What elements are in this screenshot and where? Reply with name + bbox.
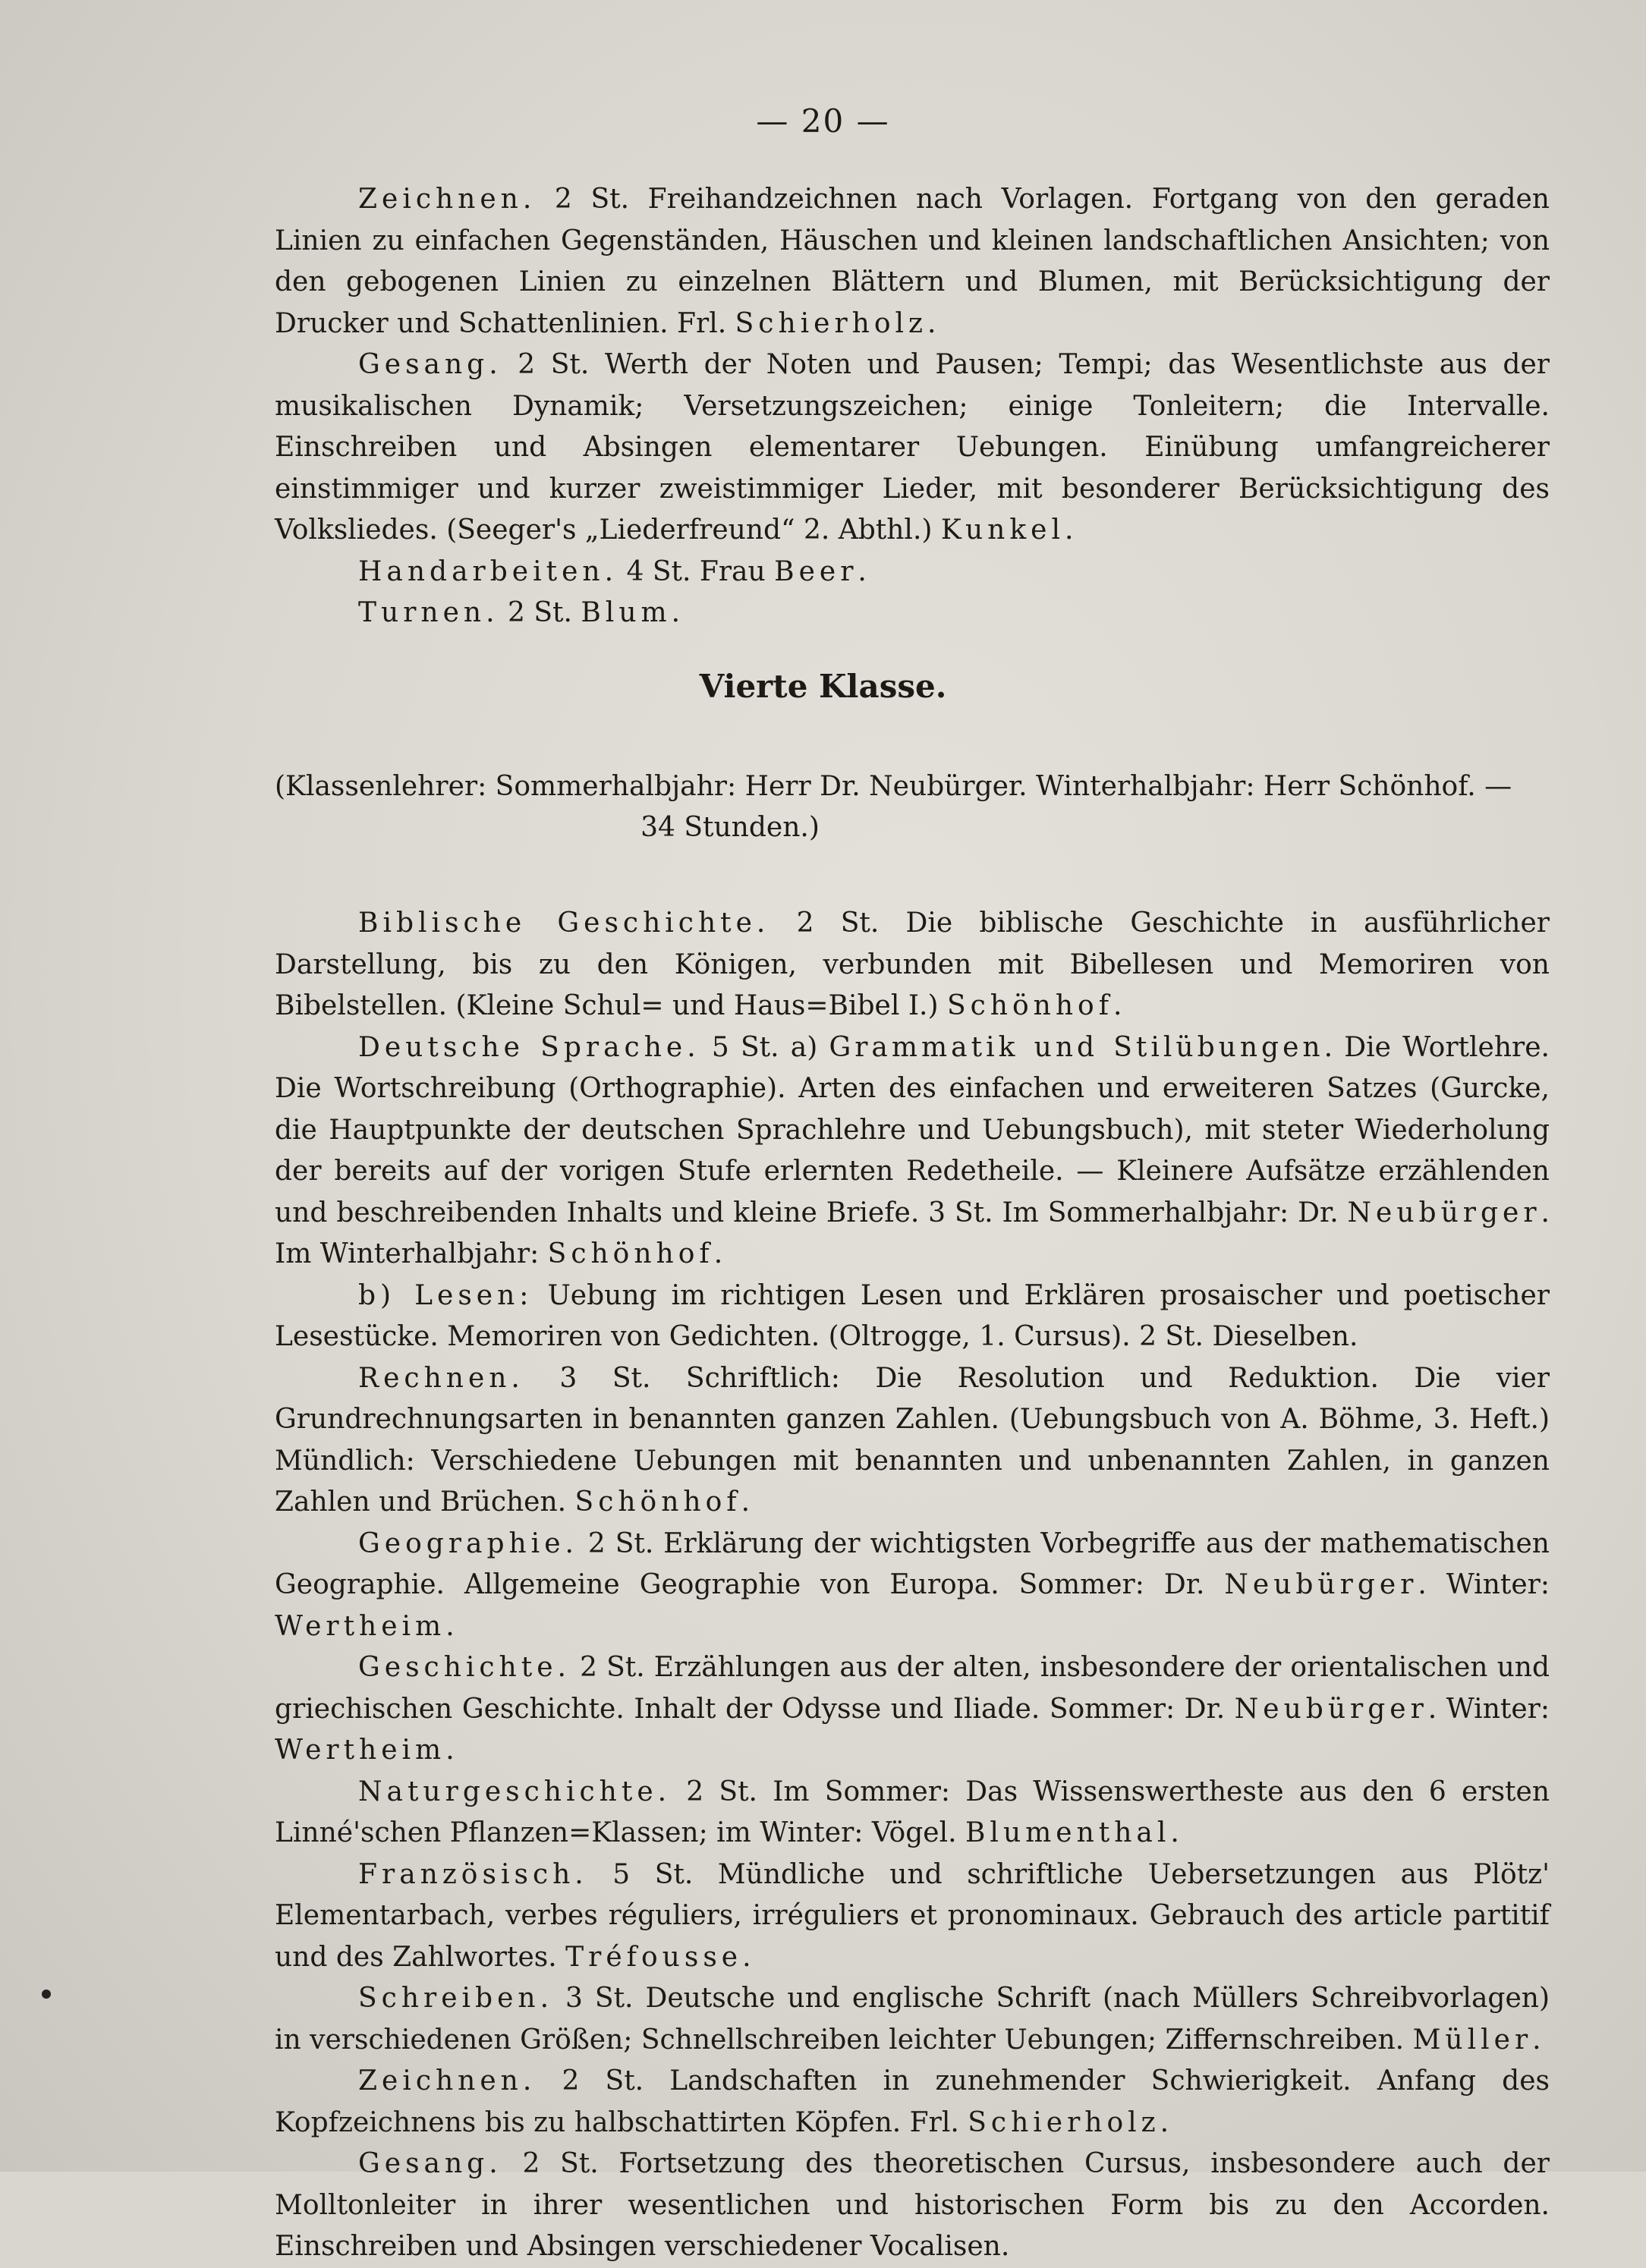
subject-tail: .	[1170, 1817, 1179, 1848]
section-continuation	[275, 179, 1550, 634]
teacher-name: Schierholz	[968, 2106, 1160, 2138]
subject-paragraph	[275, 1358, 1550, 1524]
subject-heading: b) Lesen:	[358, 1279, 533, 1311]
subject-paragraph	[275, 2061, 1550, 2144]
subject-text: 4 St. Frau	[618, 555, 775, 587]
subject-heading: Geschichte.	[358, 1652, 571, 1683]
teacher-name: Blumenthal	[965, 1817, 1171, 1848]
subject-text: 3 St. Schriftlich: Die Resolution und Reduktion. Die vier Grundrechnungsarten in benannten ganzen Zahlen. (Uebungsbuch von A. Böhme, 3. Heft.) Mündlich: Verschiedene Uebungen mit benannten und unbenannten Zahlen, in ganzen Zahlen und Brüchen.	[275, 1362, 1550, 1518]
subject-tail: .	[1113, 990, 1122, 1021]
subject-text: . Winter:	[1418, 1569, 1550, 1600]
teacher-name: Schönhof	[574, 1486, 741, 1518]
subject-tail: .	[741, 1486, 751, 1518]
subject-paragraph	[275, 1854, 1550, 1979]
subject-text: . Im Winterhalbjahr:	[275, 1197, 1550, 1269]
subject-heading: Rechnen.	[358, 1362, 524, 1394]
subject-heading: Geographie.	[358, 1527, 578, 1559]
teacher-name: Blum	[581, 597, 672, 628]
teacher-name: Neubürger	[1347, 1197, 1541, 1228]
subject-heading: Gesang.	[358, 349, 502, 380]
subject-paragraph	[275, 179, 1550, 344]
subject-tail: .	[742, 1941, 751, 1973]
teacher-name: Kunkel	[940, 514, 1065, 546]
subject-tail: .	[445, 1610, 455, 1642]
subject-tail: .	[1532, 2024, 1541, 2056]
class-teacher-info	[275, 766, 1550, 848]
teacher-name: Tréfousse	[565, 1941, 743, 1973]
subject-paragraph	[275, 344, 1550, 552]
subject-heading: Handarbeiten.	[358, 555, 618, 587]
subject-heading: Zeichnen.	[358, 2065, 537, 2097]
subject-text: 2 St.	[499, 597, 581, 628]
subject-text: 5 St. Mündliche und schriftliche Uebersetzungen aus Plötz' Elementarbach, verbes réguliers, irréguliers et pronominaux. Gebrauch des article partitif und des Zahlwortes.	[275, 1858, 1550, 1973]
subject-paragraph	[275, 1027, 1550, 1276]
subject-paragraph	[275, 1647, 1550, 1772]
subject-text: 2 St. Fortsetzung des theoretischen Cursus, insbesondere auch der Molltonleiter in ihrer wesentlichen und historischen Form bis zu den Accorden. Einschreiben und Absingen verschiedener Vocalisen.	[275, 2148, 1550, 2262]
subject-paragraph	[275, 2144, 1550, 2268]
subject-heading: Turnen.	[358, 597, 499, 628]
subject-heading: Biblische Geschichte.	[358, 908, 770, 939]
subject-subheading: Grammatik und Stilübungen	[829, 1031, 1324, 1063]
subject-text: 3 St. Deutsche und englische Schrift (nach Müllers Schreibvorlagen) in verschiedenen Größen; Schnellschreiben leichter Uebungen; Ziffernschreiben.	[275, 1983, 1550, 2056]
teacher-name: Neubürger	[1224, 1569, 1418, 1600]
subject-heading: Naturgeschichte.	[358, 1776, 672, 1807]
subject-text: 2 St. Werth der Noten und Pausen; Tempi; das Wesentlichste aus der musikalischen Dynamik; Versetzungszeichen; einige Tonleitern; die Intervalle. Einschreiben und Absingen elementarer Uebungen. Einübung umfangreicherer einstimmiger und kurzer zweistimmiger Lieder, mit besonderer Berücksichtigung des Volksliedes. (Seeger's „Liederfreund“ 2. Abthl.)	[275, 349, 1550, 546]
teacher-name: Müller	[1412, 2024, 1533, 2056]
teacher-name: Schönhof	[547, 1238, 714, 1269]
class-teacher-line-2: 34 Stunden.)	[640, 812, 820, 843]
subject-text: 2 St. Freihandzeichnen nach Vorlagen. Fortgang von den geraden Linien zu einfachen Gegenständen, Häuschen und kleinen landschaftlichen Ansichten; von den gebogenen Linien zu einzelnen Blättern und Blumen, mit Berücksichtigung der Drucker und Schattenlinien. Frl.	[275, 184, 1550, 339]
subject-tail: .	[927, 307, 936, 339]
subject-paragraph	[275, 1276, 1550, 1358]
subject-paragraph	[275, 1524, 1550, 1648]
subject-heading: Schreiben.	[358, 1983, 554, 2014]
subject-text: 2 St. Im Sommer: Das Wissenswertheste aus den 6 ersten Linné'schen Pflanzen=Klassen; im Winter: Vögel.	[275, 1776, 1550, 1848]
teacher-name: Schierholz	[735, 307, 928, 339]
subject-text: . Die Wortlehre. Die Wortschreibung (Orthographie). Arten des einfachen und erweiteren Satzes (Gurcke, die Hauptpunkte der deutschen Sprachlehre und Uebungsbuch), mit steter Wiederholung der bereits auf der vorigen Stufe erlernten Redetheile. — Kleinere Aufsätze erzählenden und beschreibenden Inhalts und kleine Briefe. 3 St. Im Sommerhalbjahr: Dr.	[275, 1031, 1550, 1228]
teacher-name: Wertheim	[275, 1735, 446, 1766]
subject-tail: .	[1160, 2106, 1169, 2138]
subject-text: 2 St. Erklärung der wichtigsten Vorbegriffe aus der mathematischen Geographie. Allgemeine Geographie von Europa. Sommer: Dr.	[275, 1527, 1550, 1600]
subject-text: 2 St. Die biblische Geschichte in ausführlicher Darstellung, bis zu den Königen, verbunden mit Bibellesen und Memoriren von Bibelstellen. (Kleine Schul= und Haus=Bibel I.)	[275, 908, 1550, 1021]
subject-heading: Deutsche Sprache.	[358, 1031, 700, 1063]
page-number: — 20 —	[756, 102, 890, 140]
subject-paragraph	[275, 593, 1550, 634]
subject-text: 2 St. Erzählungen aus der alten, insbesondere der orientalischen und griechischen Geschichte. Inhalt der Odysse und Iliade. Sommer: Dr.	[275, 1652, 1550, 1725]
subject-tail: .	[445, 1735, 455, 1766]
subject-tail: .	[858, 555, 867, 587]
subject-heading: Zeichnen.	[358, 184, 537, 215]
subject-tail: .	[1064, 514, 1074, 546]
subject-tail: .	[713, 1238, 723, 1269]
subject-text: Uebung im richtigen Lesen und Erklären prosaischer und poetischer Lesestücke. Memoriren von Gedichten. (Oltrogge, 1. Cursus). 2 St. Dieselben.	[275, 1279, 1550, 1352]
section-subjects	[275, 903, 1550, 2268]
subject-text: . Winter:	[1427, 1693, 1550, 1725]
subject-paragraph	[275, 552, 1550, 593]
class-teacher-line-1: (Klassenlehrer: Sommerhalbjahr: Herr Dr. Neubürger. Winterhalbjahr: Herr Schönhof. —	[275, 771, 1512, 802]
subject-text: 2 St. Landschaften in zunehmender Schwierigkeit. Anfang des Kopfzeichnens bis zu halbschattirten Köpfen. Frl.	[275, 2065, 1550, 2138]
teacher-name: Schönhof	[946, 990, 1114, 1021]
section-title: Vierte Klasse.	[699, 668, 947, 705]
ink-speck	[42, 1990, 51, 1999]
subject-paragraph	[275, 903, 1550, 1027]
subject-paragraph	[275, 1978, 1550, 2061]
subject-text: 5 St. a)	[700, 1031, 829, 1063]
subject-heading: Gesang.	[358, 2148, 502, 2179]
subject-tail: .	[671, 597, 681, 628]
subject-heading: Französisch.	[358, 1858, 588, 1890]
teacher-name: Wertheim	[275, 1610, 446, 1642]
teacher-name: Beer	[774, 555, 858, 587]
teacher-name: Neubürger	[1234, 1693, 1428, 1725]
subject-paragraph	[275, 1772, 1550, 1854]
